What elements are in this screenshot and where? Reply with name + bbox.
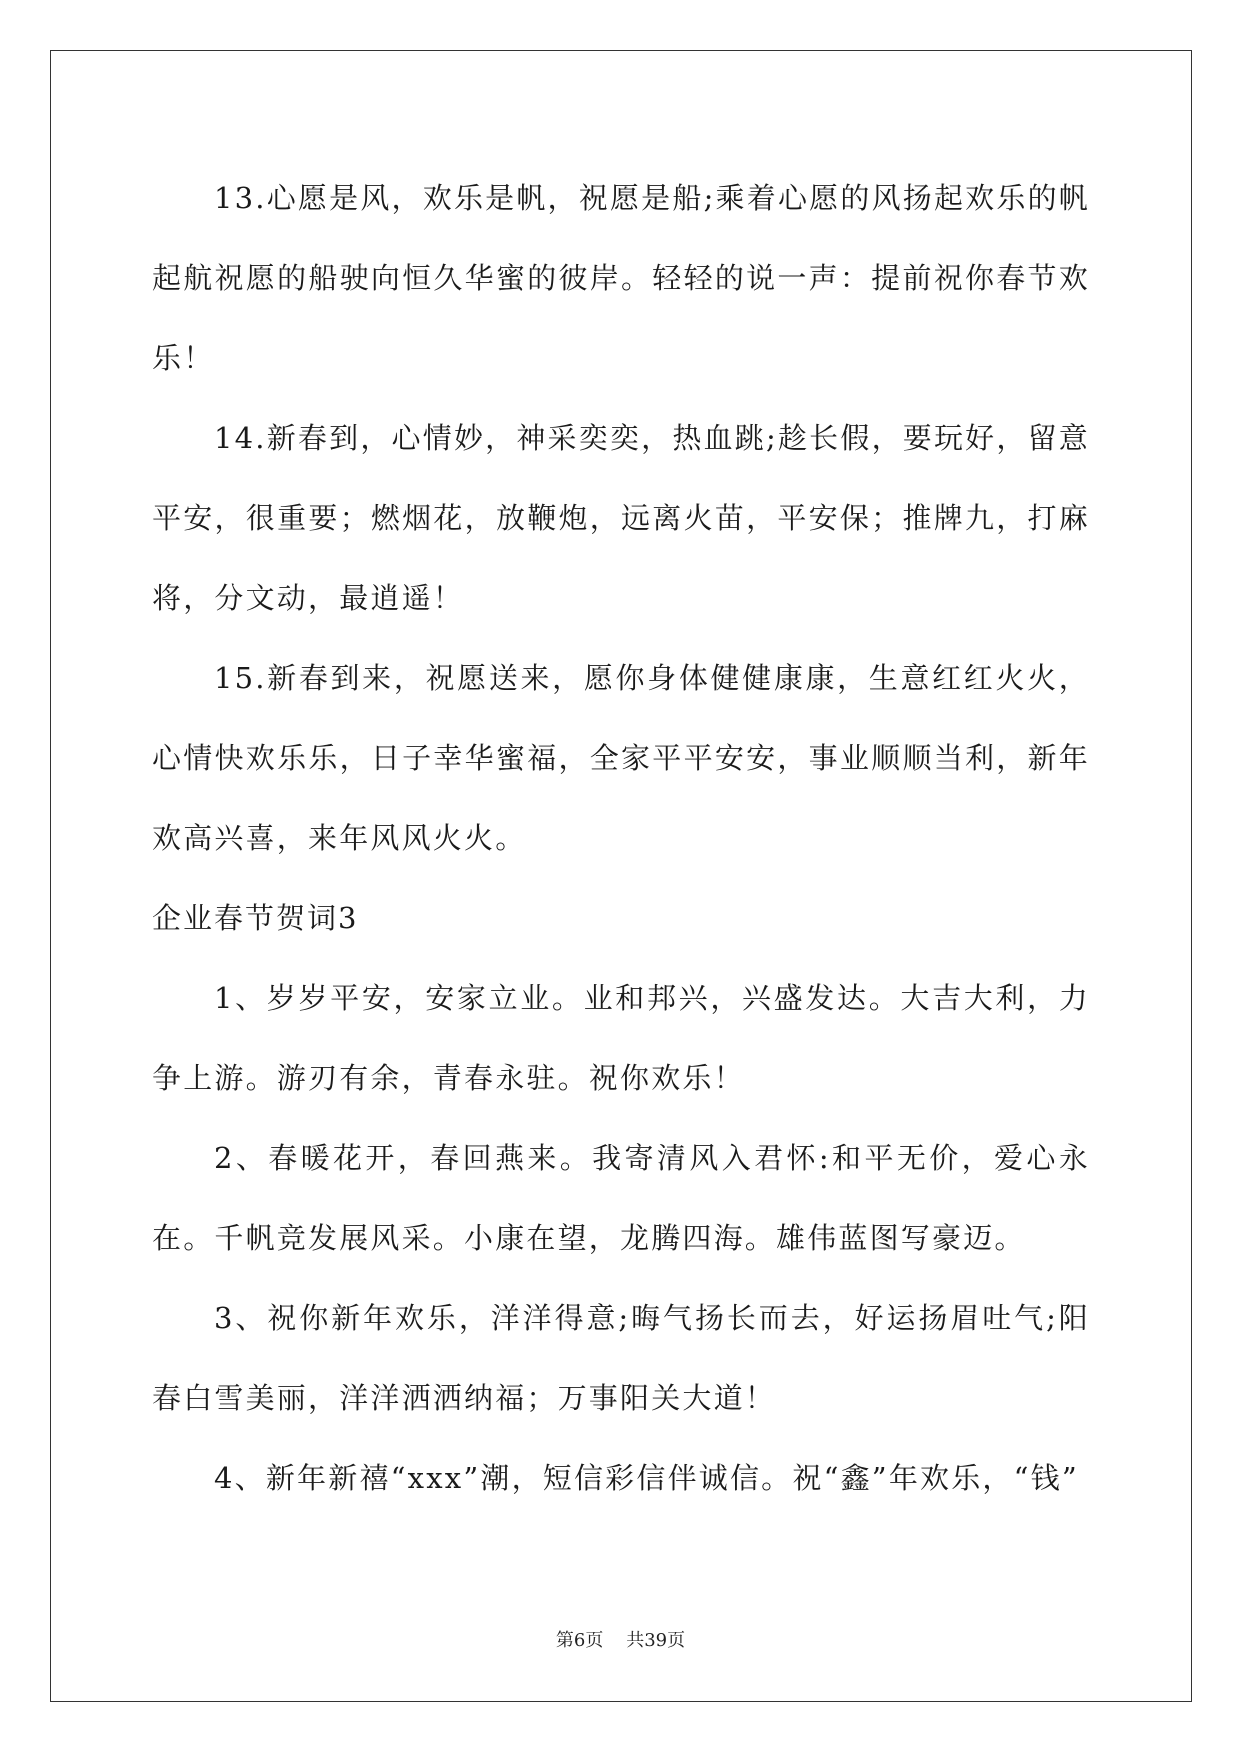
paragraph-15: 15.新春到来，祝愿送来，愿你身体健健康康，生意红红火火，心情快欢乐乐，日子幸华蜜福，全家平平安安，事业顺顺当利，新年欢高兴喜，来年风风火火。 <box>152 661 1090 855</box>
paragraph-2: 2、春暖花开，春回燕来。我寄清风入君怀:和平无价，爱心永在。千帆竞发展风采。小康在望，龙腾四海。雄伟蓝图写豪迈。 <box>152 1141 1090 1255</box>
paragraph-1: 1、岁岁平安，安家立业。业和邦兴，兴盛发达。大吉大利，力争上游。游刃有余，青春永驻。祝你欢乐！ <box>152 981 1090 1095</box>
paragraph-4: 4、新年新禧“xxx”潮，短信彩信伴诚信。祝“鑫”年欢乐，“钱” <box>214 1461 1079 1495</box>
paragraph-3: 3、祝你新年欢乐，洋洋得意;晦气扬长而去，好运扬眉吐气;阳春白雪美丽，洋洋洒洒纳福；万事阳关大道！ <box>152 1301 1090 1415</box>
page-footer <box>0 1626 1241 1652</box>
page-number: 第6页 <box>555 1630 604 1651</box>
paragraph-14: 14.新春到，心情妙，神采奕奕，热血跳;趁长假，要玩好，留意平安，很重要；燃烟花，放鞭炮，远离火苗，平安保；推牌九，打麻将，分文动，最逍遥！ <box>152 421 1090 615</box>
document-body <box>152 158 1090 1518</box>
section-heading: 企业春节贺词3 <box>152 901 359 935</box>
page-total: 共39页 <box>626 1630 686 1651</box>
paragraph-13: 13.心愿是风，欢乐是帆，祝愿是船;乘着心愿的风扬起欢乐的帆起航祝愿的船驶向恒久华蜜的彼岸。轻轻的说一声：提前祝你春节欢乐！ <box>152 181 1090 375</box>
